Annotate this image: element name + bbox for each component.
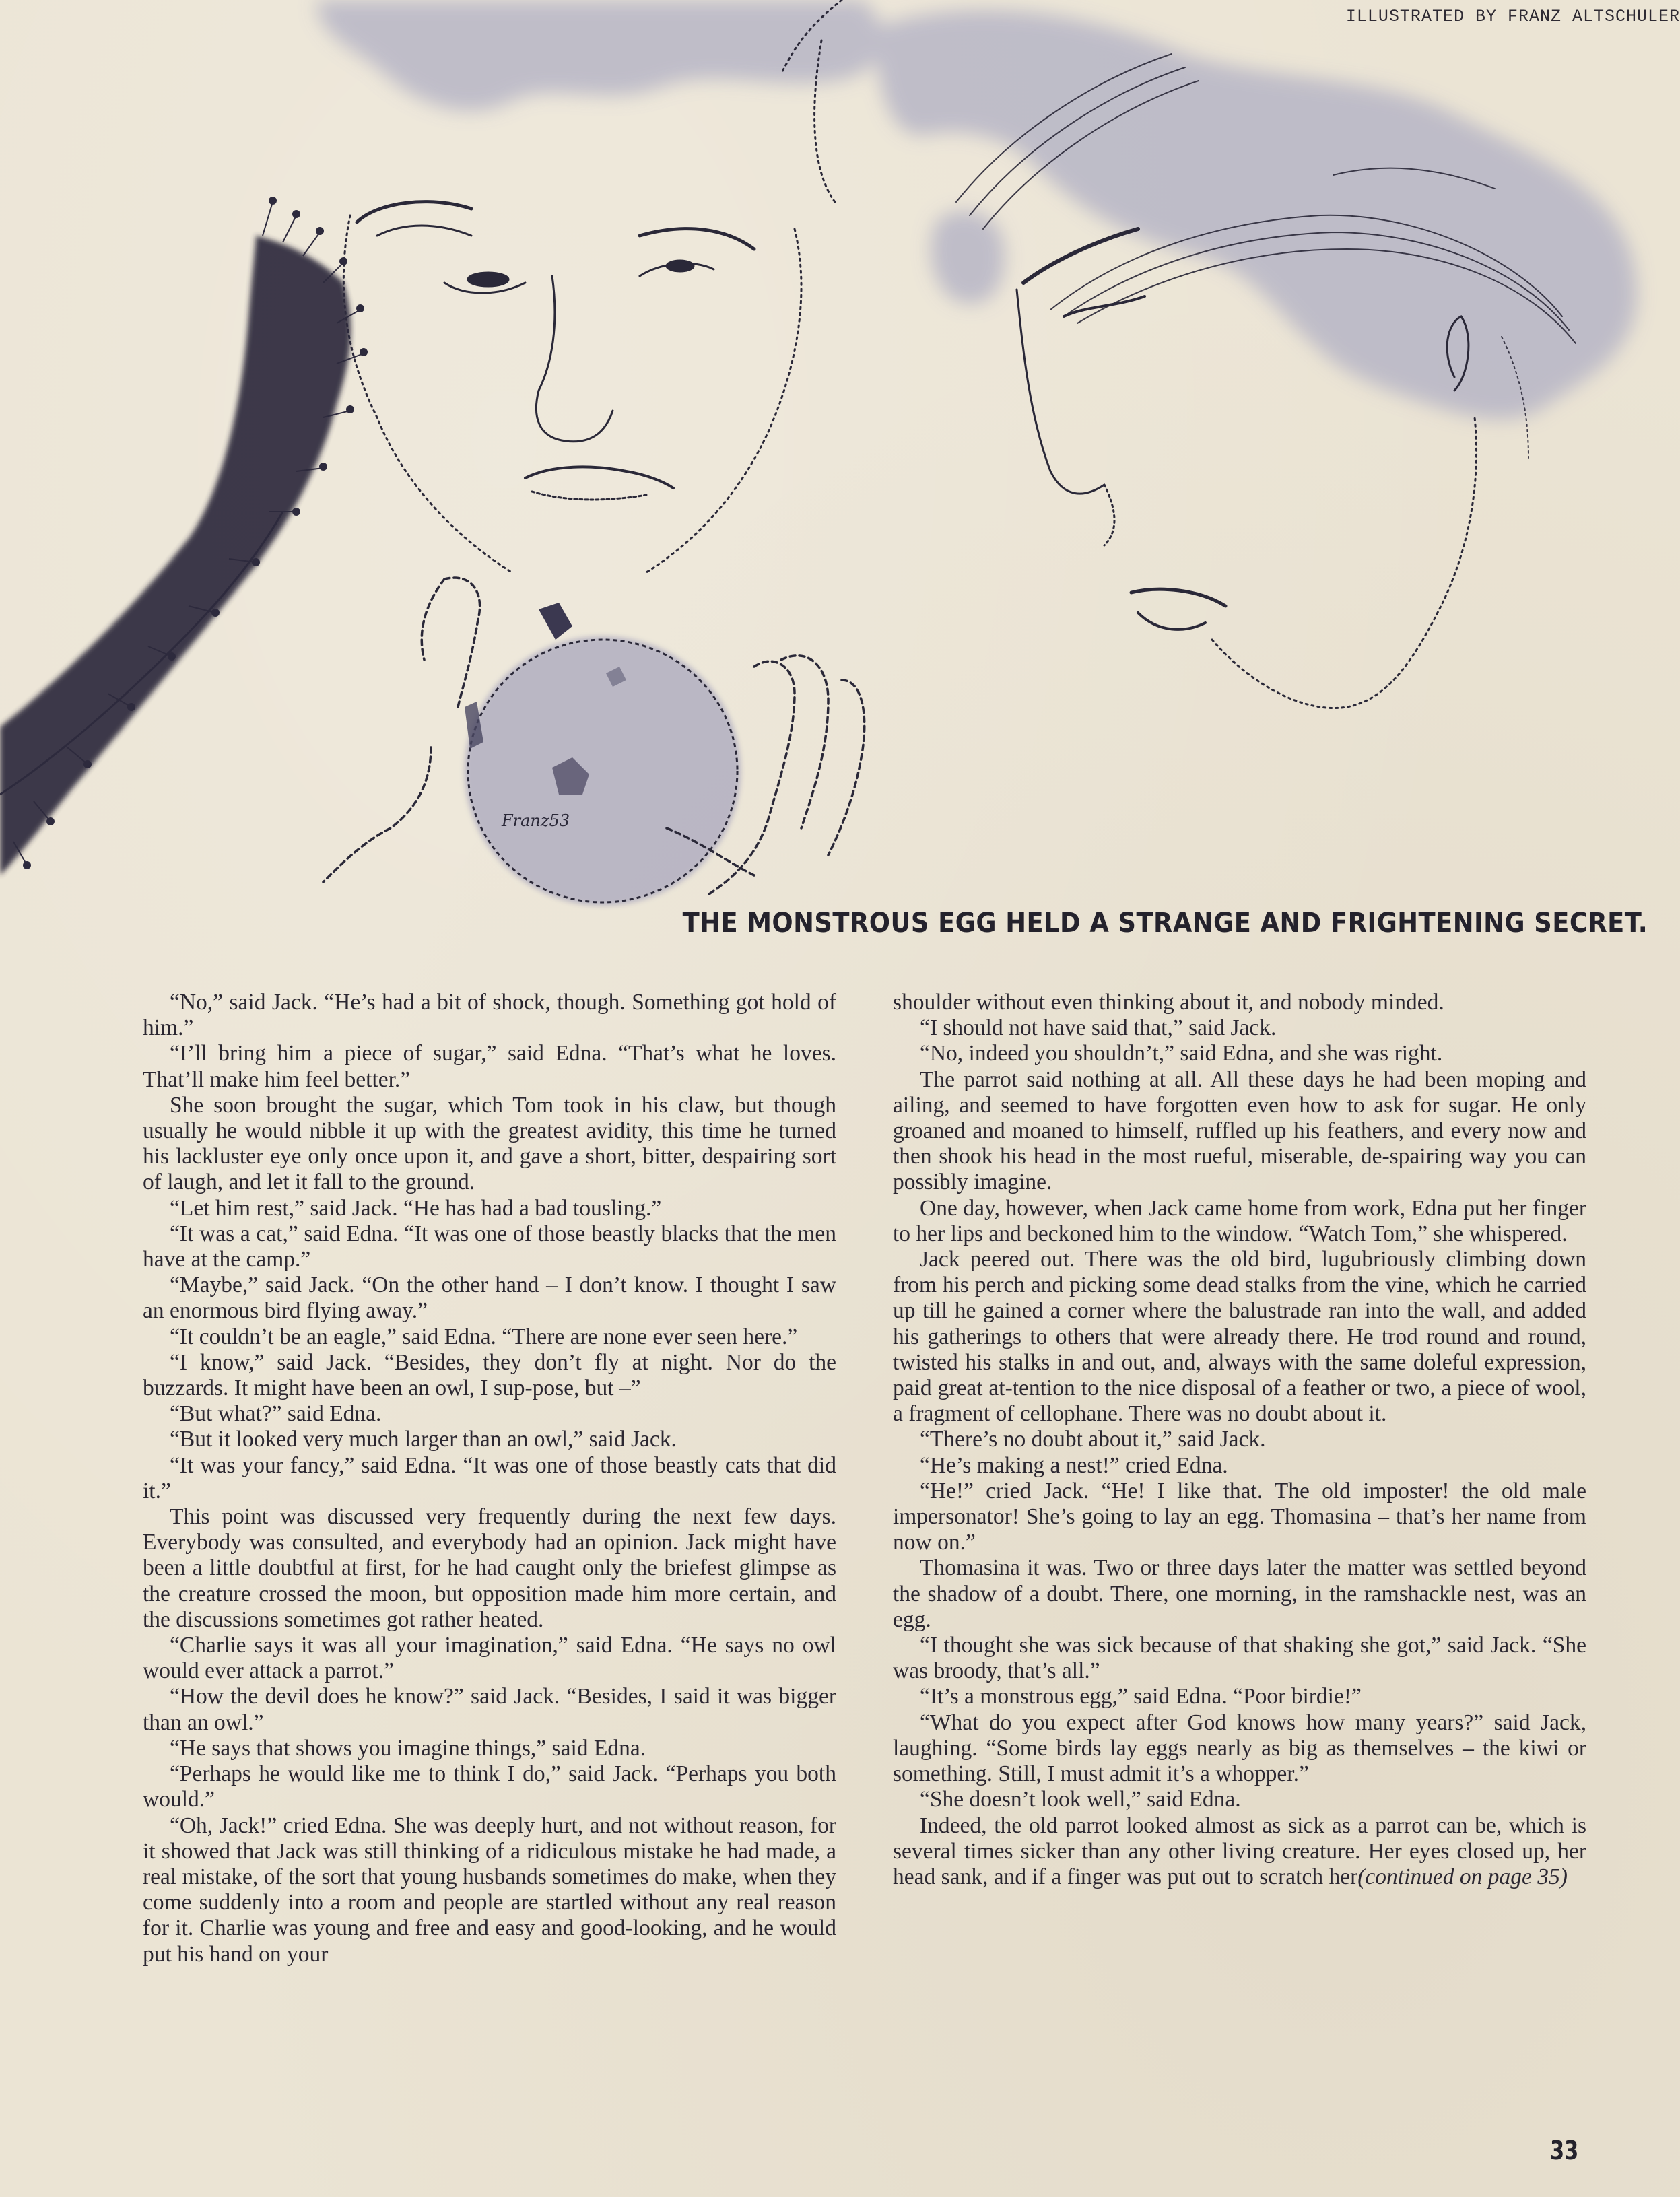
feather-wing <box>0 197 367 875</box>
paragraph-last <box>893 1813 1586 1891</box>
article-column-right <box>893 990 1586 1890</box>
article-column-left <box>143 990 836 1967</box>
paragraph: “But it looked very much larger than an owl,” said Jack. <box>170 1427 677 1452</box>
paragraph: Thomasina it was. Two or three days later the matter was settled beyond the shadow of a doubt. There, one morning, in the ramshackle nest, was an egg. <box>893 1555 1586 1632</box>
egg-icon <box>465 603 741 906</box>
paragraph: “She doesn’t look well,” said Edna. <box>920 1787 1241 1813</box>
paragraph: “Maybe,” said Jack. “On the other hand – I don’t know. I thought I saw an enormous bird flying away.” <box>143 1273 836 1324</box>
paragraph: “Let him rest,” said Jack. “He has had a bad tousling.” <box>170 1195 662 1221</box>
paragraph: “He!” cried Jack. “He! I like that. The old imposter! the old male impersonator! She’s going to lay an egg. Thomasina – that’s her name from now on.” <box>893 1478 1586 1555</box>
ink-wash <box>316 0 1637 419</box>
paragraph: This point was discussed very frequently during the next few days. Everybody was consulted, and everybody had an opinion. Jack might have been a little doubtful at first, for he had caught only the briefest glimpse as the creature crossed the moon, but opposition made him more certain, and the discussions sometimes got rather heated. <box>143 1504 836 1632</box>
paragraph: “How the devil does he know?” said Jack. “Besides, I said it was bigger than an owl.” <box>143 1684 836 1735</box>
paragraph: “But what?” said Edna. <box>170 1401 382 1427</box>
paragraph: She soon brought the sugar, which Tom took in his claw, but though usually he would nibble it up with the greatest avidity, this time he turned his lackluster eye only once upon it, and gave a short, bitter, despairing sort of laugh, and let it fall to the ground. <box>143 1092 836 1195</box>
paragraph: “He says that shows you imagine things,” said Edna. <box>170 1735 646 1761</box>
paragraph: Jack peered out. There was the old bird, lugubriously climbing down from his perch and picking some dead stalks from the vine, which he carried up till he gained a corner where the balustrade ran into the wall, and added his gatherings to others that were already there. He trod round and round, twisted his stalks in and out, and, always with the same doleful expression, paid great at-tention to the nice disposal of a feather or two, a piece of wool, a fragment of cellophane. There was no doubt about it. <box>893 1247 1586 1427</box>
paragraph: “I should not have said that,” said Jack. <box>920 1015 1277 1041</box>
paragraph: The parrot said nothing at all. All these days he had been moping and ailing, and seemed to have forgotten even how to ask for sugar. He only groaned and moaned to himself, ruffled up his feathers, and every now and then shook his head in the most rueful, miserable, de-spairing way you can possibly imagine. <box>893 1067 1586 1195</box>
paragraph: “There’s no doubt about it,” said Jack. <box>920 1427 1266 1452</box>
paragraph: “It couldn’t be an eagle,” said Edna. “There are none ever seen here.” <box>170 1324 798 1349</box>
illustrator-credit: ILLUSTRATED BY FRANZ ALTSCHULER <box>1345 7 1680 26</box>
paragraph: “I thought she was sick because of that shaking she got,” said Jack. “She was broody, that’s all.” <box>893 1633 1586 1684</box>
paragraph: “No,” said Jack. “He’s had a bit of shock, though. Something got hold of him.” <box>143 990 836 1041</box>
paragraph: “It’s a monstrous egg,” said Edna. “Poor birdie!” <box>920 1684 1362 1710</box>
paragraph: “I know,” said Jack. “Besides, they don’t fly at night. Nor do the buzzards. It might have been an owl, I sup-pose, but –” <box>143 1349 836 1401</box>
paragraph-text: Indeed, the old parrot looked almost as sick as a parrot can be, which is several times sicker than any other living creature. Her eyes closed up, her head sank, and if a finger was put out to scratch her <box>893 1813 1586 1889</box>
illustration-caption: THE MONSTROUS EGG HELD A STRANGE AND FRIGHTENING SECRET. <box>682 908 1648 939</box>
paragraph-continued: shoulder without even thinking about it, and nobody minded. <box>893 990 1444 1015</box>
paragraph: One day, however, when Jack came home from work, Edna put her finger to her lips and beckoned him to the window. “Watch Tom,” she whispered. <box>893 1195 1586 1246</box>
paragraph: “No, indeed you shouldn’t,” said Edna, and she was right. <box>920 1041 1443 1067</box>
paragraph: “What do you expect after God knows how many years?” said Jack, laughing. “Some birds lay eggs nearly as big as themselves – the kiwi or something. Still, I must admit it’s a whopper.” <box>893 1710 1586 1787</box>
page-number: 33 <box>1550 2136 1579 2165</box>
paragraph: “Perhaps he would like me to think I do,” said Jack. “Perhaps you both would.” <box>143 1761 836 1813</box>
story-illustration <box>0 0 1680 929</box>
paragraph: “Charlie says it was all your imagination,” said Edna. “He says no owl would ever attack a parrot.” <box>143 1633 836 1684</box>
paragraph: “I’ll bring him a piece of sugar,” said Edna. “That’s what he loves. That’ll make him feel better.” <box>143 1041 836 1092</box>
paragraph: “Oh, Jack!” cried Edna. She was deeply hurt, and not without reason, for it showed that Jack was still thinking of a ridiculous mistake he had made, a real mistake, of the sort that young husbands sometimes do make, when they come suddenly into a room and people are startled without any real reason for it. Charlie was young and free and easy and good-looking, and he would put his hand on your <box>143 1813 836 1967</box>
artist-signature: Franz53 <box>502 811 570 830</box>
paragraph: “It was your fancy,” said Edna. “It was one of those beastly cats that did it.” <box>143 1452 836 1503</box>
paragraph: “He’s making a nest!” cried Edna. <box>920 1452 1228 1478</box>
continued-on-link[interactable]: (continued on page 35) <box>1357 1864 1568 1889</box>
paragraph: “It was a cat,” said Edna. “It was one of those beastly blacks that the men have at the camp.” <box>143 1221 836 1273</box>
